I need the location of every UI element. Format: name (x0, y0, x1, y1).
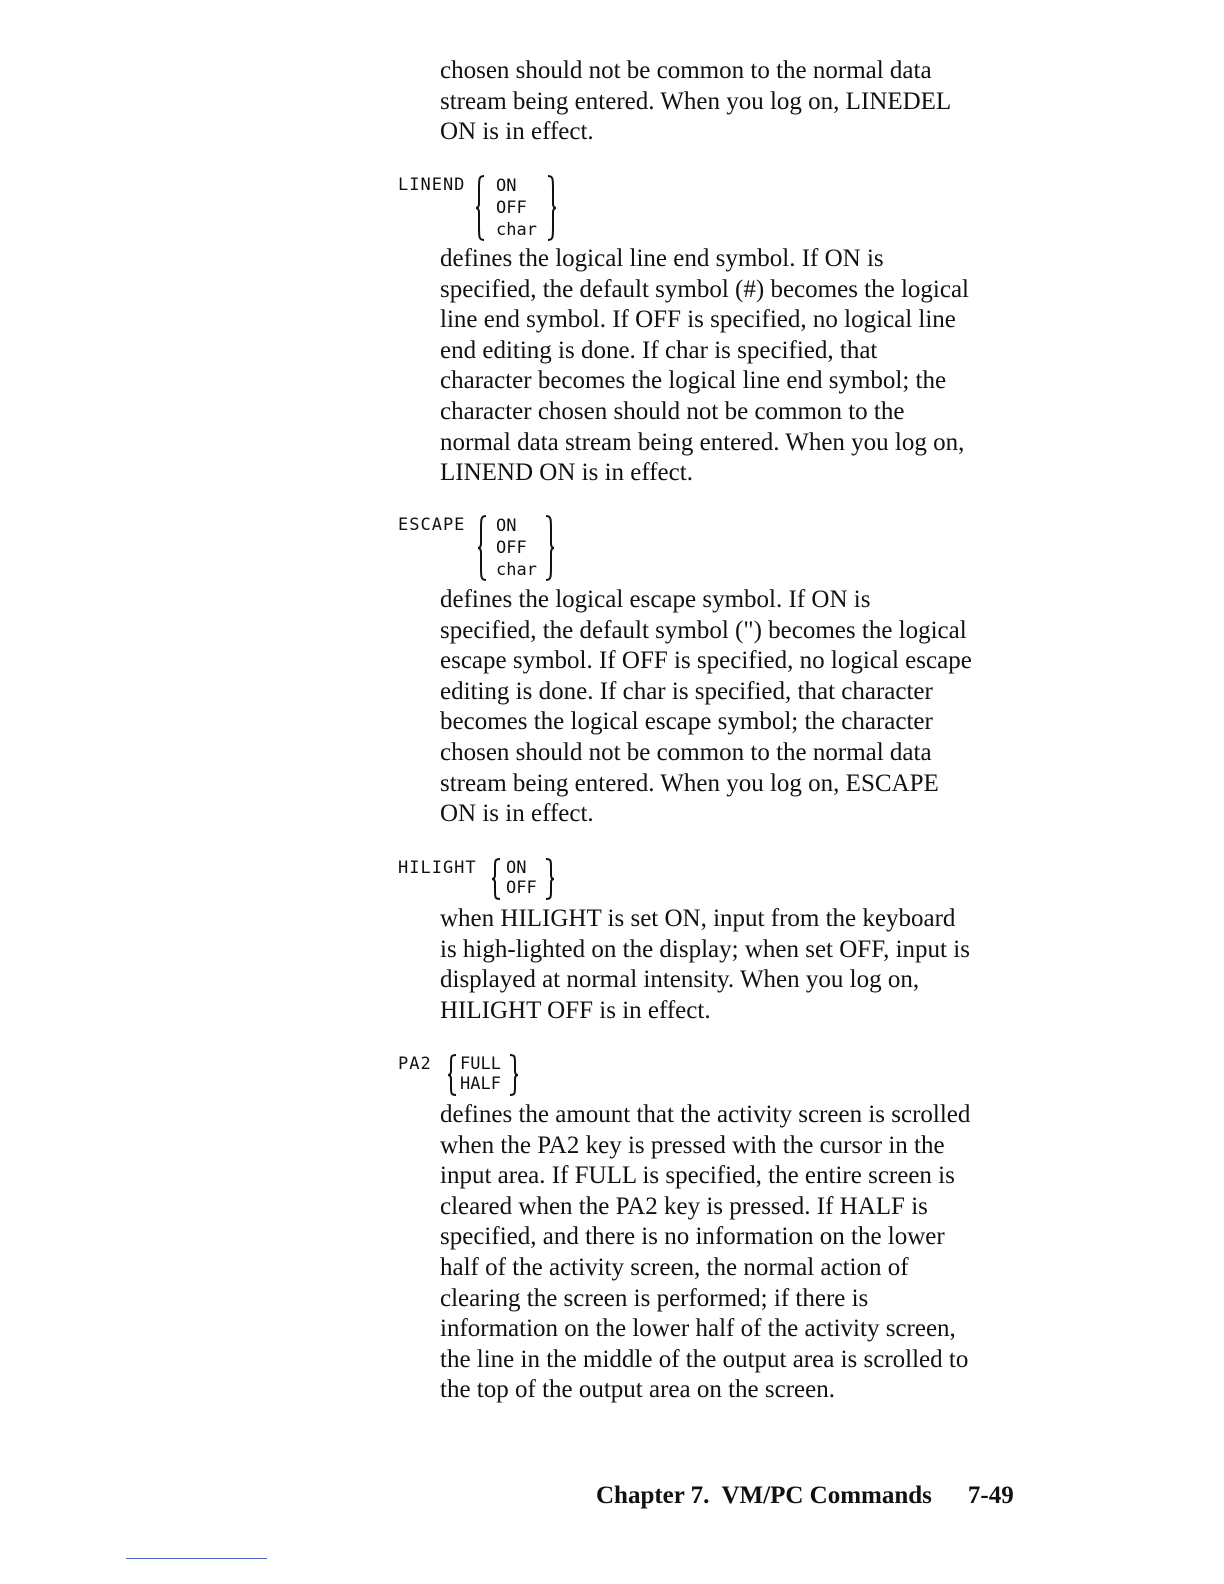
text-line: the top of the output area on the screen. (440, 1376, 835, 1404)
text-line: HILIGHT OFF is in effect. (440, 996, 711, 1024)
text-line: specified, the default symbol (#) becomes the logical (440, 275, 969, 303)
text-line: clearing the screen is performed; if there is (440, 1284, 869, 1312)
text-line: is high-lighted on the display; when set OFF, input is (440, 935, 970, 963)
left-brace-icon (476, 175, 486, 241)
text-line: ON is in effect. (440, 118, 594, 146)
syntax-option: OFF (506, 878, 537, 898)
text-line: defines the amount that the activity screen is scrolled (440, 1101, 971, 1128)
syntax-option: ON (496, 516, 517, 536)
right-brace-icon (508, 1054, 518, 1096)
pa2-description (440, 1100, 1040, 1406)
page-footer (596, 1482, 1014, 1510)
footer-rule (126, 1558, 267, 1559)
left-brace-icon (478, 515, 488, 581)
syntax-option: OFF (496, 198, 527, 218)
text-line: stream being entered. When you log on, LINEDEL (440, 87, 952, 115)
text-line: defines the logical escape symbol. If ON is (440, 586, 871, 613)
text-line: becomes the logical escape symbol; the character (440, 708, 933, 736)
text-line: the line in the middle of the output area is scrolled to (440, 1345, 969, 1373)
text-line: normal data stream being entered. When you log on, (440, 428, 965, 456)
text-line: ON is in effect. (440, 800, 594, 828)
text-line: chosen should not be common to the normal data (440, 738, 932, 766)
text-line: defines the logical line end symbol. If ON is (440, 245, 884, 272)
linend-description (440, 244, 1040, 489)
text-line: information on the lower half of the activity screen, (440, 1315, 956, 1343)
text-line: half of the activity screen, the normal action of (440, 1253, 909, 1281)
text-line: specified, the default symbol (") becomes the logical (440, 616, 967, 644)
text-line: editing is done. If char is specified, that character (440, 677, 933, 705)
syntax-options (460, 1054, 501, 1094)
syntax-option: HALF (460, 1074, 501, 1094)
syntax-option: char (496, 560, 537, 580)
escape-description (440, 585, 1040, 830)
chapter-title: Chapter 7. VM/PC Commands (596, 1482, 932, 1509)
syntax-option: ON (496, 176, 517, 196)
left-brace-icon (492, 858, 502, 900)
right-brace-icon (544, 858, 554, 900)
hilight-description (440, 904, 1040, 1026)
syntax-options (506, 858, 537, 898)
syntax-options (496, 175, 537, 241)
syntax-option: OFF (496, 538, 527, 558)
text-line: chosen should not be common to the normal data (440, 57, 932, 84)
text-line: line end symbol. If OFF is specified, no logical line (440, 306, 956, 334)
text-line: when HILIGHT is set ON, input from the keyboard (440, 905, 956, 932)
syntax-option: char (496, 220, 537, 240)
text-line: character becomes the logical line end symbol; the (440, 367, 947, 395)
syntax-keyword: LINEND (398, 175, 466, 195)
right-brace-icon (544, 515, 554, 581)
syntax-options (496, 515, 537, 581)
syntax-option: ON (506, 858, 527, 878)
text-line: when the PA2 key is pressed with the cursor in the (440, 1131, 945, 1159)
text-line: cleared when the PA2 key is pressed. If HALF is (440, 1192, 928, 1220)
text-line: input area. If FULL is specified, the entire screen is (440, 1162, 955, 1190)
text-line: escape symbol. If OFF is specified, no logical escape (440, 647, 972, 675)
text-line: displayed at normal intensity. When you log on, (440, 966, 920, 994)
left-brace-icon (448, 1054, 458, 1096)
text-line: LINEND ON is in effect. (440, 459, 693, 487)
text-line: character chosen should not be common to the (440, 397, 905, 425)
text-line: stream being entered. When you log on, ESCAPE (440, 769, 939, 797)
page-number: 7-49 (967, 1482, 1014, 1509)
right-brace-icon (546, 175, 556, 241)
syntax-option: FULL (460, 1054, 501, 1074)
syntax-keyword: PA2 (398, 1054, 432, 1074)
text-line: specified, and there is no information on the lower (440, 1223, 945, 1251)
text-line: end editing is done. If char is specified, that (440, 336, 878, 364)
syntax-keyword: ESCAPE (398, 515, 466, 535)
intro-paragraph (440, 56, 1040, 148)
syntax-keyword: HILIGHT (398, 858, 477, 878)
